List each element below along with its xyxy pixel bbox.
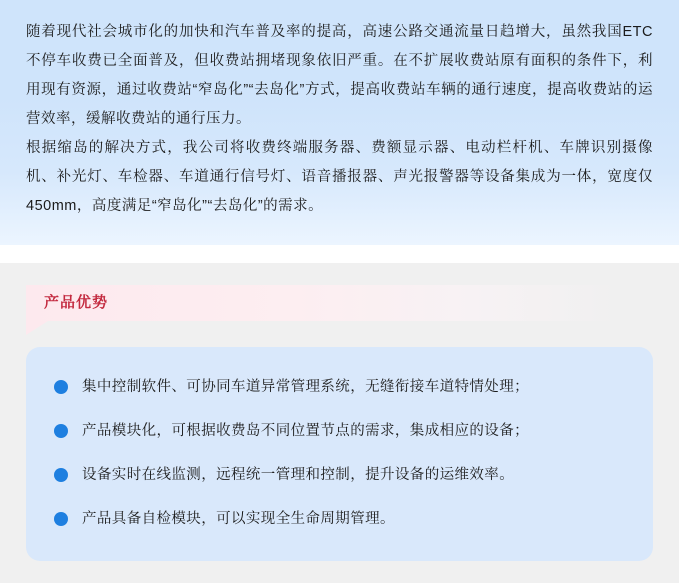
advantages-title-bar (26, 285, 622, 321)
bullet-dot-icon (54, 380, 68, 394)
bullet-dot-icon (54, 424, 68, 438)
list-item-text: 集中控制软件、可协同车道异常管理系统，无缝衔接车道特情处理； (82, 379, 529, 395)
advantages-section (0, 263, 679, 583)
intro-section (0, 0, 679, 245)
list-item-text: 产品具备自检模块，可以实现全生命周期管理。 (82, 511, 395, 527)
advantages-title-wrap (26, 263, 622, 321)
bullet-dot-icon (54, 468, 68, 482)
list-item (48, 497, 631, 541)
list-item-text: 产品模块化，可根据收费岛不同位置节点的需求，集成相应的设备； (82, 423, 529, 439)
title-corner-shape (26, 321, 48, 335)
list-item (48, 409, 631, 453)
list-item (48, 453, 631, 497)
intro-paragraph-1: 随着现代社会城市化的加快和汽车普及率的提高，高速公路交通流量日趋增大，虽然我国ETC不停车收费已全面普及，但收费站拥堵现象依旧严重。在不扩展收费站原有面积的条件下，利用现有资源，通过收费站“窄岛化”“去岛化”方式，提高收费站车辆的通行速度，提高收费站的运营效率，缓解收费站的通行压力。 (26, 24, 653, 127)
advantages-list (48, 365, 631, 541)
advantages-title: 产品优势 (44, 294, 109, 311)
advantages-card (26, 347, 653, 561)
bullet-dot-icon (54, 512, 68, 526)
section-divider (0, 245, 679, 263)
intro-paragraph-2: 根据缩岛的解决方式，我公司将收费终端服务器、费额显示器、电动栏杆机、车牌识别摄像机、补光灯、车检器、车道通行信号灯、语音播报器、声光报警器等设备集成为一体，宽度仅450mm，高度满足“窄岛化”“去岛化”的需求。 (26, 140, 653, 214)
list-item (48, 365, 631, 409)
list-item-text: 设备实时在线监测，远程统一管理和控制，提升设备的运维效率。 (82, 467, 515, 483)
